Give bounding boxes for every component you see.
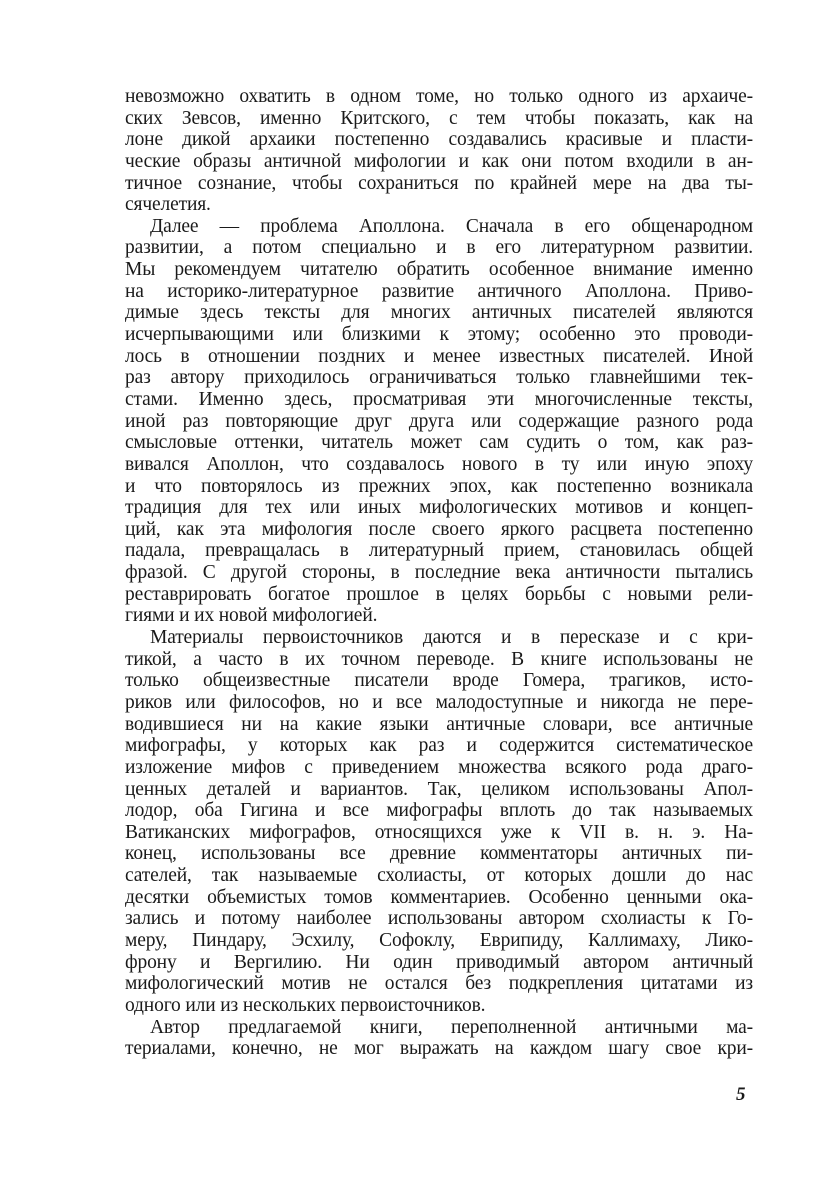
text-line: развитии, а потом специально и в его литературном развитии. [125,237,753,259]
text-line: тичное сознание, чтобы сохраниться по крайней мере на два ты- [125,172,753,194]
text-line: ческие образы античной мифологии и как они потом входили в ан- [125,150,753,172]
text-line: только общеизвестные писатели вроде Гомера, трагиков, исто- [125,670,753,692]
text-line: реставрировать богатое прошлое в целях борьбы с новыми рели- [125,583,753,605]
text-line: зались и потому наиболее использованы автором схолиасты к Го- [125,908,753,930]
text-line: исчерпывающими или близкими к этому; особенно это проводи- [125,324,753,346]
paragraph-3 [125,627,753,1017]
text-line: мифографы, у которых как раз и содержится систематическое [125,735,753,757]
text-line: мифологический мотив не остался без подкрепления цитатами из [125,973,753,995]
text-line: невозможно охватить в одном томе, но только одного из архаиче- [125,86,753,107]
text-line: димые здесь тексты для многих античных писателей являются [125,302,753,324]
text-line: на историко-литературное развитие античного Аполлона. Приво- [125,280,753,302]
text-line: изложение мифов с приведением множества всякого рода драго- [125,756,753,778]
paragraph-4 [125,1017,753,1060]
text-line: падала, превращалась в литературный прием, становилась общей [125,540,753,562]
text-line: меру, Пиндару, Эсхилу, Софоклу, Еврипиду, Каллимаху, Лико- [125,929,753,951]
text-line: Автор предлагаемой книги, переполненной античными ма- [150,1016,753,1038]
text-line: ских Зевсов, именно Критского, с тем чтобы показать, как на [125,107,753,129]
text-line: конец, использованы все древние комментаторы античных пи- [125,843,753,865]
page-number: 5 [736,1084,746,1105]
text-line: лось в отношении поздних и менее известных писателей. Иной [125,345,753,367]
text-line: десятки объемистых томов комментариев. Особенно ценными ока- [125,886,753,908]
text-line: фразой. С другой стороны, в последние века античности пытались [125,562,753,584]
page-text-body [125,86,753,1060]
text-line: традиция для тех или иных мифологических мотивов и концеп- [125,497,753,519]
text-line: тикой, а часто в их точном переводе. В книге использованы не [125,648,753,670]
text-line: смысловые оттенки, читатель может сам судить о том, как раз- [125,432,753,454]
text-line: раз автору приходилось ограничиваться только главнейшими тек- [125,367,753,389]
text-line: фрону и Вергилию. Ни один приводимый автором античный [125,951,753,973]
text-line: лоне дикой архаики постепенно создавались красивые и пласти- [125,129,753,151]
text-line: Материалы первоисточников даются и в пересказе и с кри- [150,627,753,649]
text-line: Ватиканских мифографов, относящихся уже к VII в. н. э. На- [125,821,753,843]
text-line: иной раз повторяющие друг друга или содержащие разного рода [125,410,753,432]
text-line: Далее — проблема Аполлона. Сначала в его общенародном [150,215,753,237]
paragraph-1 [125,86,753,216]
text-line: териалами, конечно, не мог выражать на каждом шагу свое кри- [125,1038,753,1060]
text-line: Мы рекомендуем читателю обратить особенное внимание именно [125,259,753,281]
text-line: одного или из нескольких первоисточников. [125,994,486,1016]
text-line: ций, как эта мифология после своего яркого расцвета постепенно [125,518,753,540]
text-line: водившиеся ни на какие языки античные словари, все античные [125,713,753,735]
text-line: гиями и их новой мифологией. [125,605,378,627]
text-line: сячелетия. [125,194,211,216]
paragraph-2 [125,216,753,627]
text-line: лодор, оба Гигина и все мифографы вплоть до так называемых [125,800,753,822]
text-line: ценных деталей и вариантов. Так, целиком использованы Апол- [125,778,753,800]
text-line: риков или философов, но и все малодоступные и никогда не пере- [125,691,753,713]
text-line: сателей, так называемые схолиасты, от которых дошли до нас [125,865,753,887]
text-line: стами. Именно здесь, просматривая эти многочисленные тексты, [125,388,753,410]
text-line: и что повторялось из прежних эпох, как постепенно возникала [125,475,753,497]
text-line: вивался Аполлон, что создавалось нового в ту или иную эпоху [125,453,753,475]
